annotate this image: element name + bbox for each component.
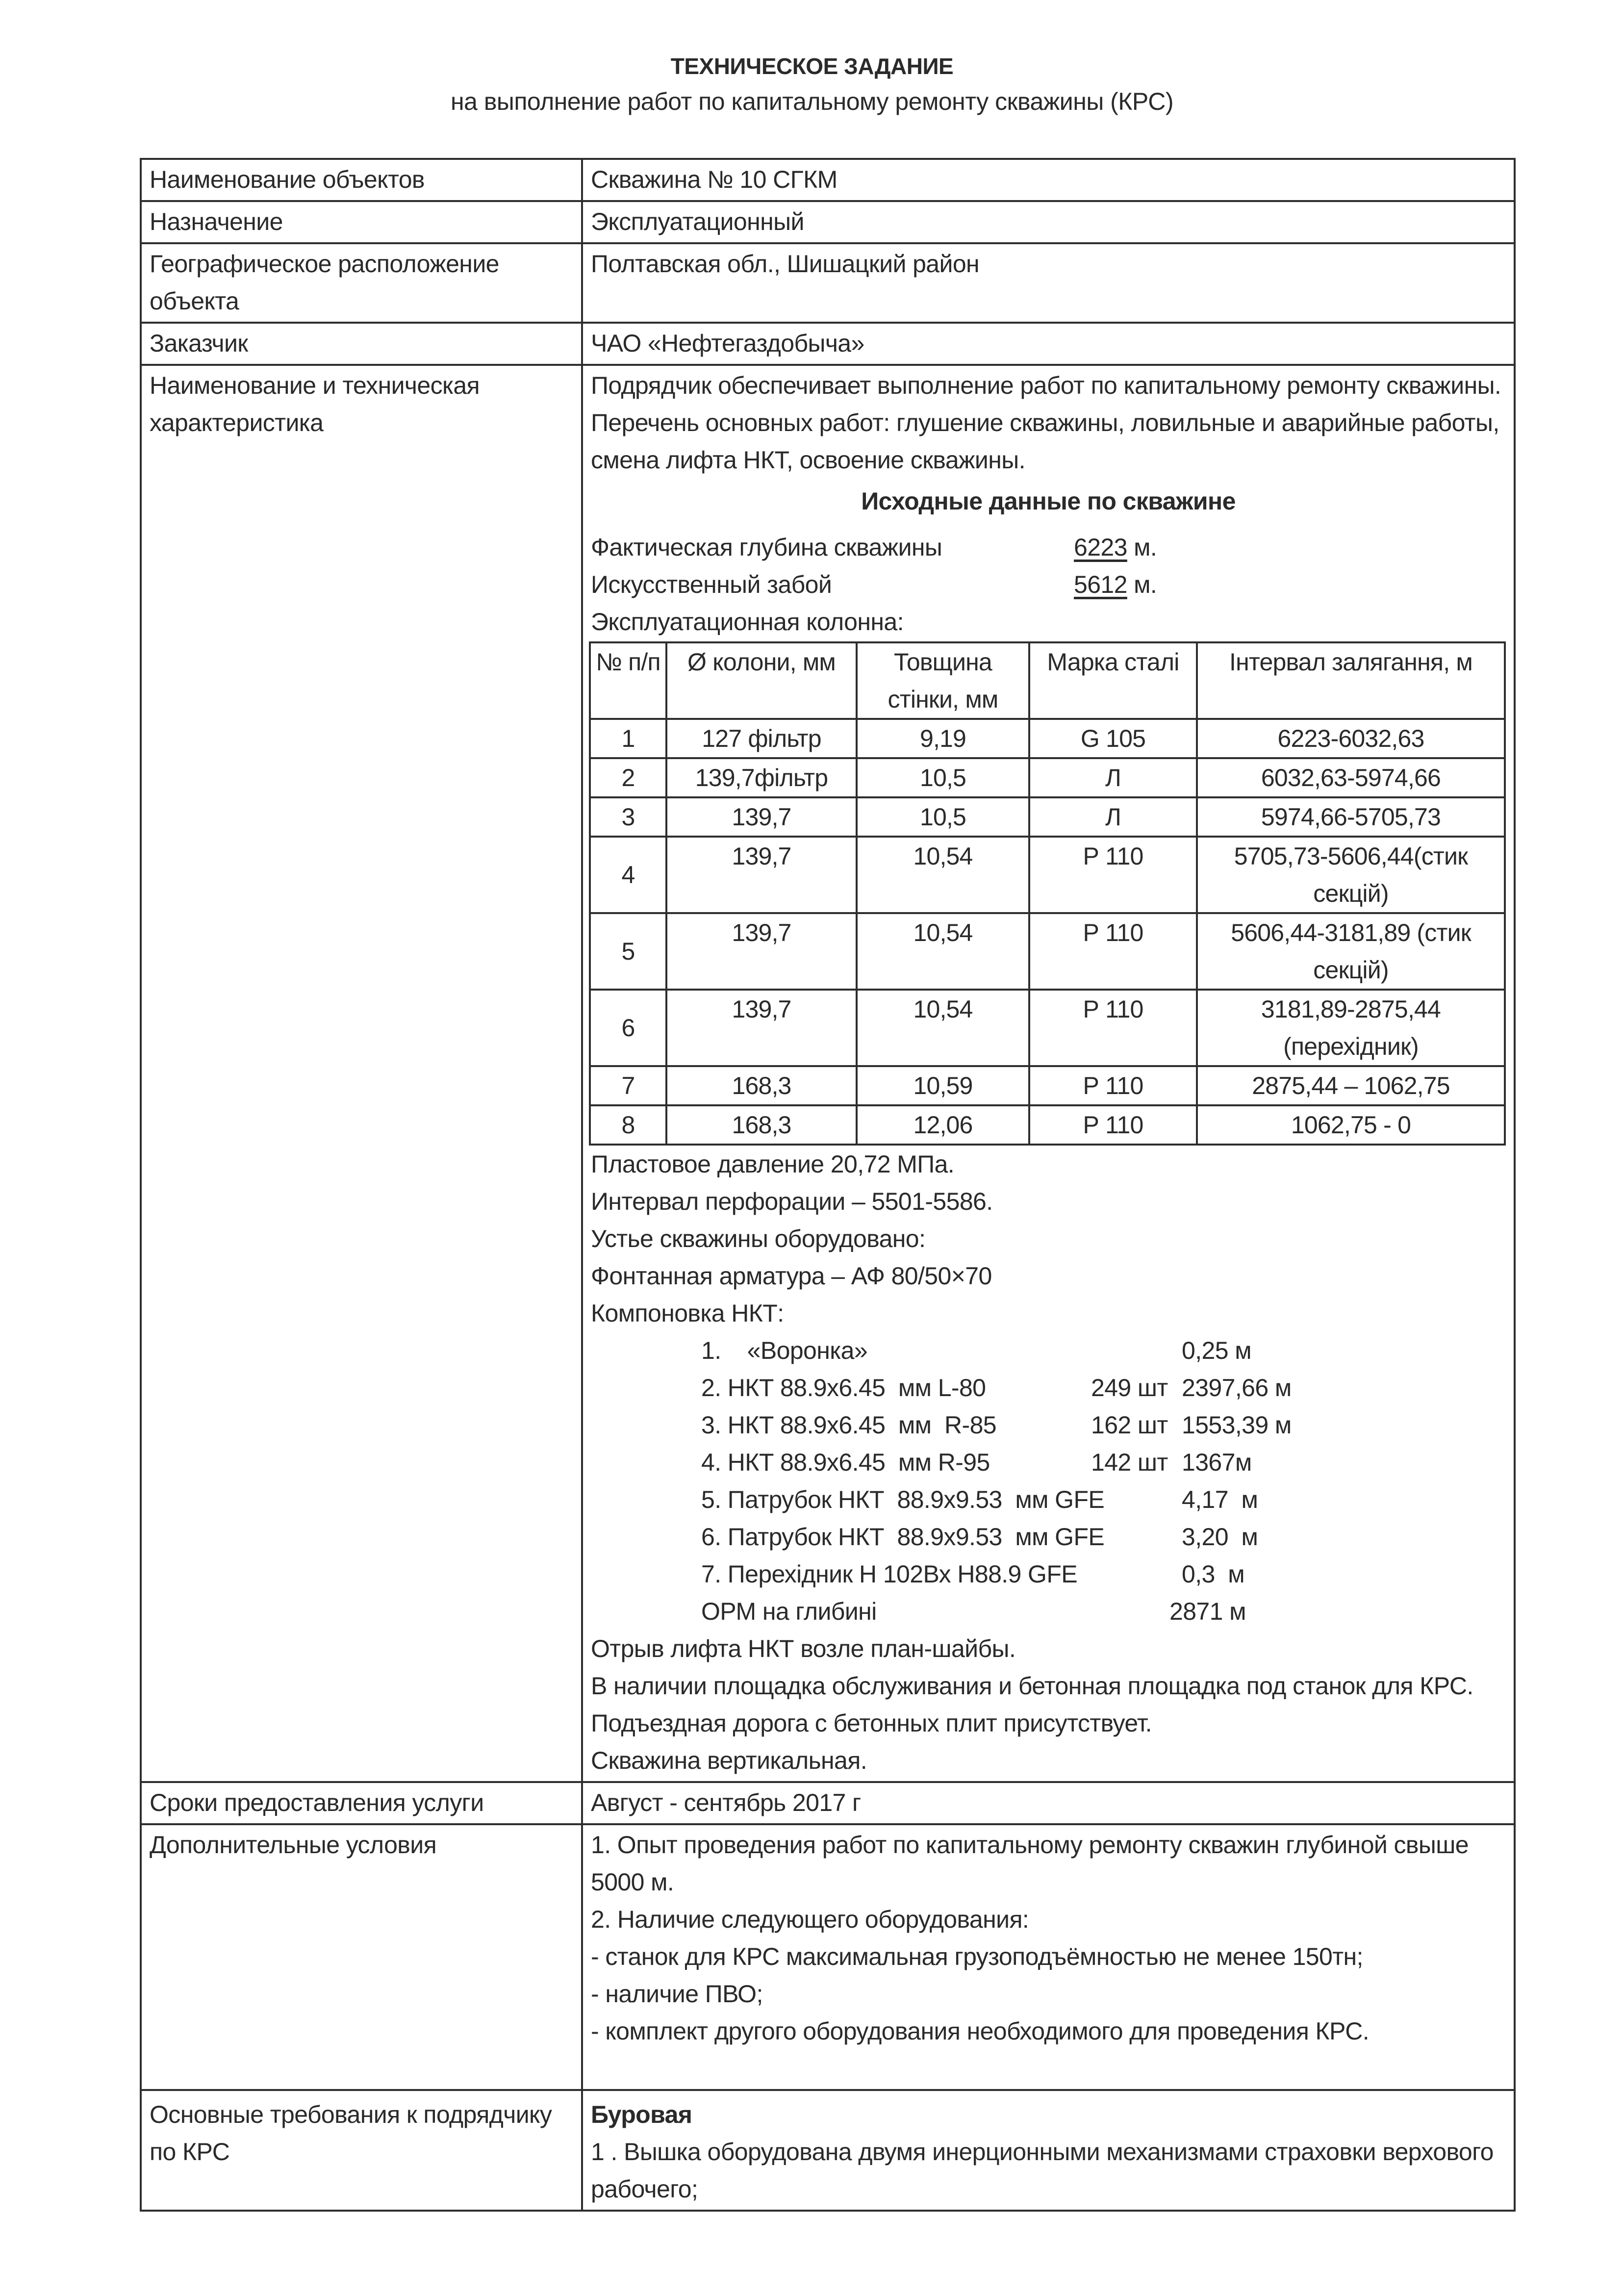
casing-header-steel-grade: Марка сталі (1029, 642, 1197, 719)
cell-steel-grade: Р 110 (1029, 1066, 1197, 1105)
row-value: Эксплуатационный (582, 201, 1515, 243)
artificial-bottom-label: Искусственный забой (591, 571, 832, 598)
tubing-item-qty (1091, 1481, 1182, 1518)
tubing-item-name: 4. НКТ 88.9х6.45 мм R-95 (701, 1449, 990, 1476)
cell-wall-thickness: 10,54 (857, 837, 1029, 913)
tubing-item-length: 2397,66 м (1182, 1374, 1292, 1402)
wellhead-equipped: Устье скважины оборудовано: (591, 1225, 926, 1252)
cell-number: 6 (590, 990, 666, 1066)
row-location (141, 243, 1515, 323)
casing-label: Эксплуатационная колонна: (591, 608, 904, 636)
row-value: Скважина № 10 СГКМ (582, 159, 1515, 201)
row-label: Географическое расположение объекта (141, 243, 582, 323)
tubing-item-length: 3,20 м (1182, 1523, 1258, 1551)
list-item (701, 1444, 1506, 1481)
actual-depth-unit: м. (1127, 534, 1157, 561)
cell-wall-thickness: 12,06 (857, 1105, 1029, 1145)
cell-number: 3 (590, 797, 666, 837)
cell-interval: 5705,73-5606,44(стик секцій) (1197, 837, 1505, 913)
requirements-heading: Буровая (591, 2101, 692, 2128)
list-item (701, 1593, 1506, 1630)
tubing-item-length: 2871 м (1169, 1598, 1246, 1625)
tubing-item-name: ОРМ на глибині (701, 1598, 877, 1625)
list-item (701, 1332, 1506, 1369)
tubing-item-qty (1091, 1555, 1182, 1593)
table-row (590, 1066, 1505, 1105)
row-value: Август - сентябрь 2017 г (582, 1782, 1515, 1824)
artificial-bottom-value: 5612 (1074, 571, 1127, 598)
list-item (701, 1518, 1506, 1555)
document-subtitle: на выполнение работ по капитальному ремонту скважины (КРС) (451, 88, 1173, 115)
cell-diameter: 139,7 (666, 990, 857, 1066)
tubing-item-qty: 249 шт (1091, 1374, 1168, 1402)
cell-wall-thickness: 10,5 (857, 797, 1029, 837)
platforms-note: В наличии площадка обслуживания и бетонная площадка под станок для КРС. (591, 1672, 1473, 1700)
cell-steel-grade: Р 110 (1029, 990, 1197, 1066)
cell-number: 7 (590, 1066, 666, 1105)
tubing-item-name: 2. НКТ 88.9х6.45 мм L-80 (701, 1374, 986, 1402)
actual-depth (591, 529, 1506, 566)
cell-steel-grade: Р 110 (1029, 837, 1197, 913)
tech-intro: Подрядчик обеспечивает выполнение работ по капитальному ремонту скважины. (591, 372, 1501, 399)
tubing-item-length: 1367м (1182, 1449, 1252, 1476)
row-value (582, 365, 1515, 1782)
cell-interval: 5606,44-3181,89 (стик секцій) (1197, 913, 1505, 990)
tubing-item-qty: 162 шт (1091, 1411, 1168, 1439)
reservoir-pressure: Пластовое давление 20,72 МПа. (591, 1150, 955, 1178)
row-value: ЧАО «Нефтегаздобыча» (582, 323, 1515, 365)
list-item (701, 1369, 1506, 1406)
table-row (590, 990, 1505, 1066)
actual-depth-label: Фактическая глубина скважины (591, 534, 942, 561)
cell-wall-thickness: 10,54 (857, 913, 1029, 990)
tubing-item-name: 7. Перехідник Н 102Вх Н88.9 GFE (701, 1560, 1078, 1588)
condition-item: 1. Опыт проведения работ по капитальному ремонту скважин глубиной свыше 5000 м. (591, 1831, 1469, 1896)
row-label: Дополнительные условия (141, 1824, 582, 2090)
cell-diameter: 168,3 (666, 1066, 857, 1105)
artificial-bottom-unit: м. (1127, 571, 1157, 598)
row-object-name (141, 159, 1515, 201)
table-row (590, 913, 1505, 990)
row-label: Основные требования к подрядчику по КРС (141, 2090, 582, 2211)
well-type-note: Скважина вертикальная. (591, 1747, 867, 1774)
list-item (701, 1555, 1506, 1593)
condition-item: - комплект другого оборудования необходимого для проведения КРС. (591, 2017, 1369, 2045)
tubing-item-name: 1. «Воронка» (701, 1337, 868, 1364)
row-label: Наименование и техническая характеристика (141, 365, 582, 1782)
cell-steel-grade: Л (1029, 797, 1197, 837)
cell-interval: 6032,63-5974,66 (1197, 758, 1505, 797)
tech-works-list: Перечень основных работ: глушение скважины, ловильные и аварийные работы, смена лифта НКТ, освоение скважины. (591, 409, 1499, 474)
cell-number: 2 (590, 758, 666, 797)
tubing-item-qty: 142 шт (1091, 1449, 1168, 1476)
row-value (582, 2090, 1515, 2211)
list-item (701, 1406, 1506, 1444)
row-label: Наименование объектов (141, 159, 582, 201)
spec-table (140, 158, 1516, 2212)
document-title: ТЕХНИЧЕСКОЕ ЗАДАНИЕ (670, 53, 954, 79)
tubing-item-length: 1553,39 м (1182, 1411, 1292, 1439)
condition-item: - наличие ПВО; (591, 1980, 763, 2008)
tubing-break-note: Отрыв лифта НКТ возле план-шайбы. (591, 1635, 1016, 1662)
row-value (582, 1824, 1515, 2090)
tubing-item-length: 0,3 м (1182, 1560, 1245, 1588)
cell-number: 8 (590, 1105, 666, 1145)
row-timeline (141, 1782, 1515, 1824)
artificial-bottom (591, 566, 1506, 603)
tubing-item-length: 0,25 м (1182, 1337, 1251, 1364)
actual-depth-value: 6223 (1074, 534, 1127, 561)
row-customer (141, 323, 1515, 365)
cell-steel-grade: Р 110 (1029, 913, 1197, 990)
initial-data-heading: Исходные данные по скважине (861, 487, 1236, 515)
table-row (590, 1105, 1505, 1145)
cell-interval: 5974,66-5705,73 (1197, 797, 1505, 837)
row-contractor-requirements (141, 2090, 1515, 2211)
cell-number: 5 (590, 913, 666, 990)
requirement-item: 1 . Вышка оборудована двумя инерционными механизмами страховки верхового рабочего; (591, 2138, 1494, 2203)
table-row (590, 797, 1505, 837)
cell-diameter: 139,7 (666, 797, 857, 837)
condition-item: 2. Наличие следующего оборудования: (591, 1906, 1029, 1933)
tubing-item-name: 3. НКТ 88.9х6.45 мм R-85 (701, 1411, 996, 1439)
table-row (590, 719, 1505, 758)
row-purpose (141, 201, 1515, 243)
casing-table (589, 641, 1506, 1146)
cell-diameter: 168,3 (666, 1105, 857, 1145)
christmas-tree: Фонтанная арматура – АФ 80/50×70 (591, 1262, 992, 1290)
row-label: Заказчик (141, 323, 582, 365)
tubing-layout-label: Компоновка НКТ: (591, 1300, 784, 1327)
row-value: Полтавская обл., Шишацкий район (582, 243, 1515, 323)
tubing-item-qty (1091, 1332, 1182, 1369)
casing-header-number: № п/п (590, 642, 666, 719)
cell-number: 1 (590, 719, 666, 758)
tubing-item-length: 4,17 м (1182, 1486, 1258, 1513)
row-additional-conditions (141, 1824, 1515, 2090)
cell-diameter: 139,7фільтр (666, 758, 857, 797)
cell-wall-thickness: 10,59 (857, 1066, 1029, 1105)
tubing-list (591, 1332, 1506, 1630)
cell-number: 4 (590, 837, 666, 913)
row-label: Сроки предоставления услуги (141, 1782, 582, 1824)
access-road-note: Подъездная дорога с бетонных плит присутствует. (591, 1709, 1152, 1737)
cell-steel-grade: G 105 (1029, 719, 1197, 758)
casing-header-interval: Інтервал залягання, м (1197, 642, 1505, 719)
table-row (590, 758, 1505, 797)
condition-item: - станок для КРС максимальная грузоподъёмностью не менее 150тн; (591, 1943, 1363, 1970)
cell-interval: 1062,75 - 0 (1197, 1105, 1505, 1145)
perforation-interval: Интервал перфорации – 5501-5586. (591, 1188, 993, 1215)
row-label: Назначение (141, 201, 582, 243)
tubing-item-name: 6. Патрубок НКТ 88.9х9.53 мм GFE (701, 1523, 1105, 1551)
tubing-item-qty (1079, 1593, 1169, 1630)
cell-interval: 3181,89-2875,44 (перехідник) (1197, 990, 1505, 1066)
cell-steel-grade: Р 110 (1029, 1105, 1197, 1145)
cell-interval: 2875,44 – 1062,75 (1197, 1066, 1505, 1105)
cell-diameter: 139,7 (666, 913, 857, 990)
cell-diameter: 139,7 (666, 837, 857, 913)
casing-header-wall-thickness: Товщина стінки, мм (857, 642, 1029, 719)
cell-interval: 6223-6032,63 (1197, 719, 1505, 758)
cell-wall-thickness: 9,19 (857, 719, 1029, 758)
list-item (701, 1481, 1506, 1518)
casing-header-row (590, 642, 1505, 719)
tubing-item-qty (1091, 1518, 1182, 1555)
cell-steel-grade: Л (1029, 758, 1197, 797)
cell-diameter: 127 фільтр (666, 719, 857, 758)
cell-wall-thickness: 10,54 (857, 990, 1029, 1066)
cell-wall-thickness: 10,5 (857, 758, 1029, 797)
tubing-item-name: 5. Патрубок НКТ 88.9х9.53 мм GFE (701, 1486, 1105, 1513)
table-row (590, 837, 1505, 913)
row-technical-characteristics (141, 365, 1515, 1782)
casing-header-diameter: Ø колони, мм (666, 642, 857, 719)
